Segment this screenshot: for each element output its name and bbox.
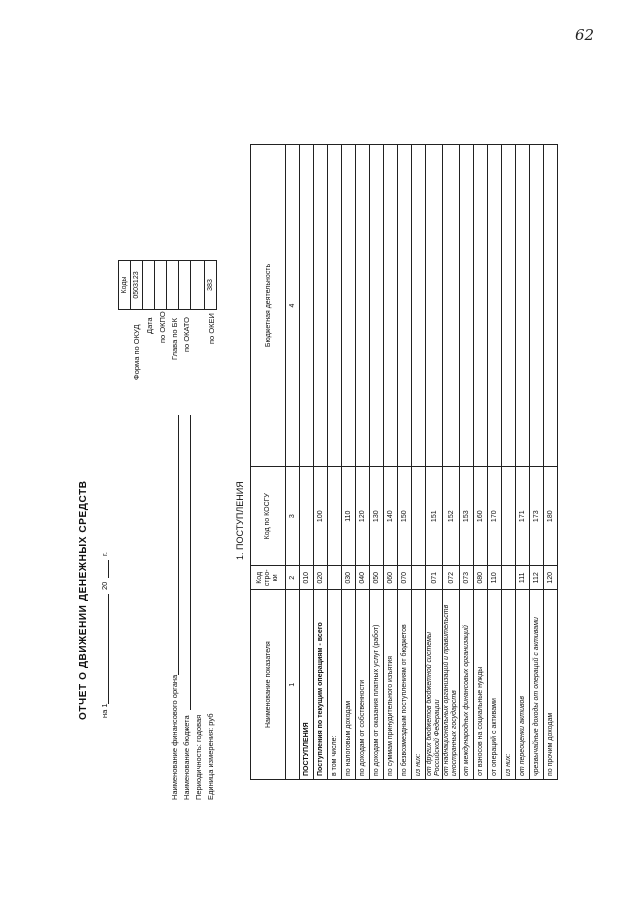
row-line-code: 112: [530, 566, 544, 590]
date-line: [108, 594, 109, 704]
row-budget-activity: [488, 145, 502, 467]
row-budget-activity: [516, 145, 530, 467]
row-name: из них:: [502, 590, 516, 780]
row-line-code: 050: [370, 566, 384, 590]
row-kosgu: 130: [370, 467, 384, 566]
head-line-code: Код стро-ки: [251, 566, 286, 590]
row-budget-activity: [544, 145, 558, 467]
row-kosgu: [328, 467, 342, 566]
section-title: 1. ПОСТУПЛЕНИЯ: [235, 481, 245, 560]
row-line-code: 073: [460, 566, 474, 590]
head-name: Наименование показателя: [251, 590, 286, 780]
okpo-value: [155, 261, 167, 310]
row-kosgu: 152: [443, 467, 460, 566]
row-kosgu: [502, 467, 516, 566]
date-prefix: на 1: [100, 703, 109, 718]
field-fin-organ: Наименование финансового органа: [170, 674, 179, 800]
table-row: [426, 145, 443, 780]
row-budget-activity: [370, 145, 384, 467]
row-name: в том числе:: [328, 590, 342, 780]
row-budget-activity: [426, 145, 443, 467]
table-row: [443, 145, 460, 780]
table-row: [384, 145, 398, 780]
row-kosgu: 171: [516, 467, 530, 566]
row-name: по суммам принудительного изъятия: [384, 590, 398, 780]
row-line-code: 111: [516, 566, 530, 590]
row-kosgu: 150: [398, 467, 412, 566]
num-col-4: 4: [286, 145, 300, 467]
row-name: от других бюджетов бюджетной системы Российской Федерации: [426, 590, 443, 780]
row-budget-activity: [314, 145, 328, 467]
row-line-code: [328, 566, 342, 590]
field-unit: Единица измерения: руб: [206, 713, 215, 800]
row-name: чрезвычайные доходы от операций с активами: [530, 590, 544, 780]
row-kosgu: 100: [314, 467, 328, 566]
codes-table: [118, 260, 217, 310]
num-col-3: 3: [286, 467, 300, 566]
okato-value: [179, 261, 191, 310]
row-line-code: 110: [488, 566, 502, 590]
row-kosgu: 140: [384, 467, 398, 566]
date-code-label: Дата: [145, 317, 154, 334]
row-name: от переоценки активов: [516, 590, 530, 780]
page-number: 62: [575, 26, 595, 44]
row-line-code: 070: [398, 566, 412, 590]
table-row: [314, 145, 328, 780]
okud-label: Форма по ОКУД: [132, 324, 141, 380]
date-value: [143, 261, 155, 310]
row-name: Поступления по текущим операциям - всего: [314, 590, 328, 780]
row-kosgu: 151: [426, 467, 443, 566]
codes-header: Коды: [119, 261, 131, 310]
row-line-code: 030: [342, 566, 356, 590]
row-kosgu: 110: [342, 467, 356, 566]
row-budget-activity: [342, 145, 356, 467]
row-budget-activity: [530, 145, 544, 467]
table-row: [370, 145, 384, 780]
row-name: от международных финансовых организаций: [460, 590, 474, 780]
row-budget-activity: [328, 145, 342, 467]
bk-label: Глава по БК: [170, 318, 179, 360]
row-kosgu: [412, 467, 426, 566]
table-row: [412, 145, 426, 780]
head-budget-activity: Бюджетная деятельность: [251, 145, 286, 467]
row-line-code: 020: [314, 566, 328, 590]
row-kosgu: 153: [460, 467, 474, 566]
table-row: [460, 145, 474, 780]
table-row: [544, 145, 558, 780]
date-suffix: г.: [100, 552, 109, 556]
row-kosgu: [300, 467, 314, 566]
row-line-code: [502, 566, 516, 590]
receipts-table: [250, 144, 558, 780]
table-row: [342, 145, 356, 780]
sheet-content: [70, 140, 590, 800]
row-budget-activity: [443, 145, 460, 467]
row-budget-activity: [384, 145, 398, 467]
rotated-sheet: [70, 140, 590, 800]
table-row: [474, 145, 488, 780]
row-kosgu: 180: [544, 467, 558, 566]
row-line-code: 120: [544, 566, 558, 590]
row-name: от взносов на социальные нужды: [474, 590, 488, 780]
table-row: [516, 145, 530, 780]
budget-line: [190, 415, 191, 710]
table-row: [356, 145, 370, 780]
row-name: по доходам от собственности: [356, 590, 370, 780]
row-kosgu: 120: [356, 467, 370, 566]
row-kosgu: 160: [474, 467, 488, 566]
row-budget-activity: [474, 145, 488, 467]
row-line-code: 072: [443, 566, 460, 590]
okei-label: по ОКЕИ: [207, 313, 216, 344]
row-budget-activity: [356, 145, 370, 467]
row-name: от операций с активами: [488, 590, 502, 780]
row-budget-activity: [460, 145, 474, 467]
year-line: [108, 560, 109, 578]
blank-value: [191, 261, 205, 310]
table-row: [328, 145, 342, 780]
num-col-1: 1: [286, 590, 300, 780]
row-line-code: 040: [356, 566, 370, 590]
row-line-code: [412, 566, 426, 590]
field-budget: Наименование бюджета: [182, 715, 191, 800]
report-title: ОТЧЕТ О ДВИЖЕНИИ ДЕНЕЖНЫХ СРЕДСТВ: [78, 480, 89, 720]
row-name: из них:: [412, 590, 426, 780]
row-budget-activity: [398, 145, 412, 467]
row-kosgu: 170: [488, 467, 502, 566]
table-row: [398, 145, 412, 780]
row-name: по доходам от оказания платных услуг (работ): [370, 590, 384, 780]
row-line-code: 080: [474, 566, 488, 590]
row-kosgu: 173: [530, 467, 544, 566]
row-name: по прочим доходам: [544, 590, 558, 780]
table-row: [488, 145, 502, 780]
table-body: [300, 145, 558, 780]
field-period: Периодичность: годовая: [194, 714, 203, 800]
row-line-code: 010: [300, 566, 314, 590]
bk-value: [167, 261, 179, 310]
row-budget-activity: [412, 145, 426, 467]
okud-value: 0503123: [131, 261, 143, 310]
table-row: [300, 145, 314, 780]
row-name: по безвозмездным поступлениям от бюджетов: [398, 590, 412, 780]
table-row: [530, 145, 544, 780]
fin-organ-line: [178, 415, 179, 675]
row-name: по налоговым доходам: [342, 590, 356, 780]
head-kosgu: Код по КОСГУ: [251, 467, 286, 566]
okpo-label: по ОКПО: [158, 311, 167, 343]
row-line-code: 060: [384, 566, 398, 590]
okei-value: 383: [205, 261, 217, 310]
row-name: ПОСТУПЛЕНИЯ: [300, 590, 314, 780]
row-budget-activity: [300, 145, 314, 467]
row-budget-activity: [502, 145, 516, 467]
num-col-2: 2: [286, 566, 300, 590]
date-year: 20: [100, 581, 109, 590]
okato-label: по ОКАТО: [182, 316, 191, 352]
row-line-code: 071: [426, 566, 443, 590]
table-row: [502, 145, 516, 780]
row-name: от наднациональных организаций и правительств иностранных государств: [443, 590, 460, 780]
